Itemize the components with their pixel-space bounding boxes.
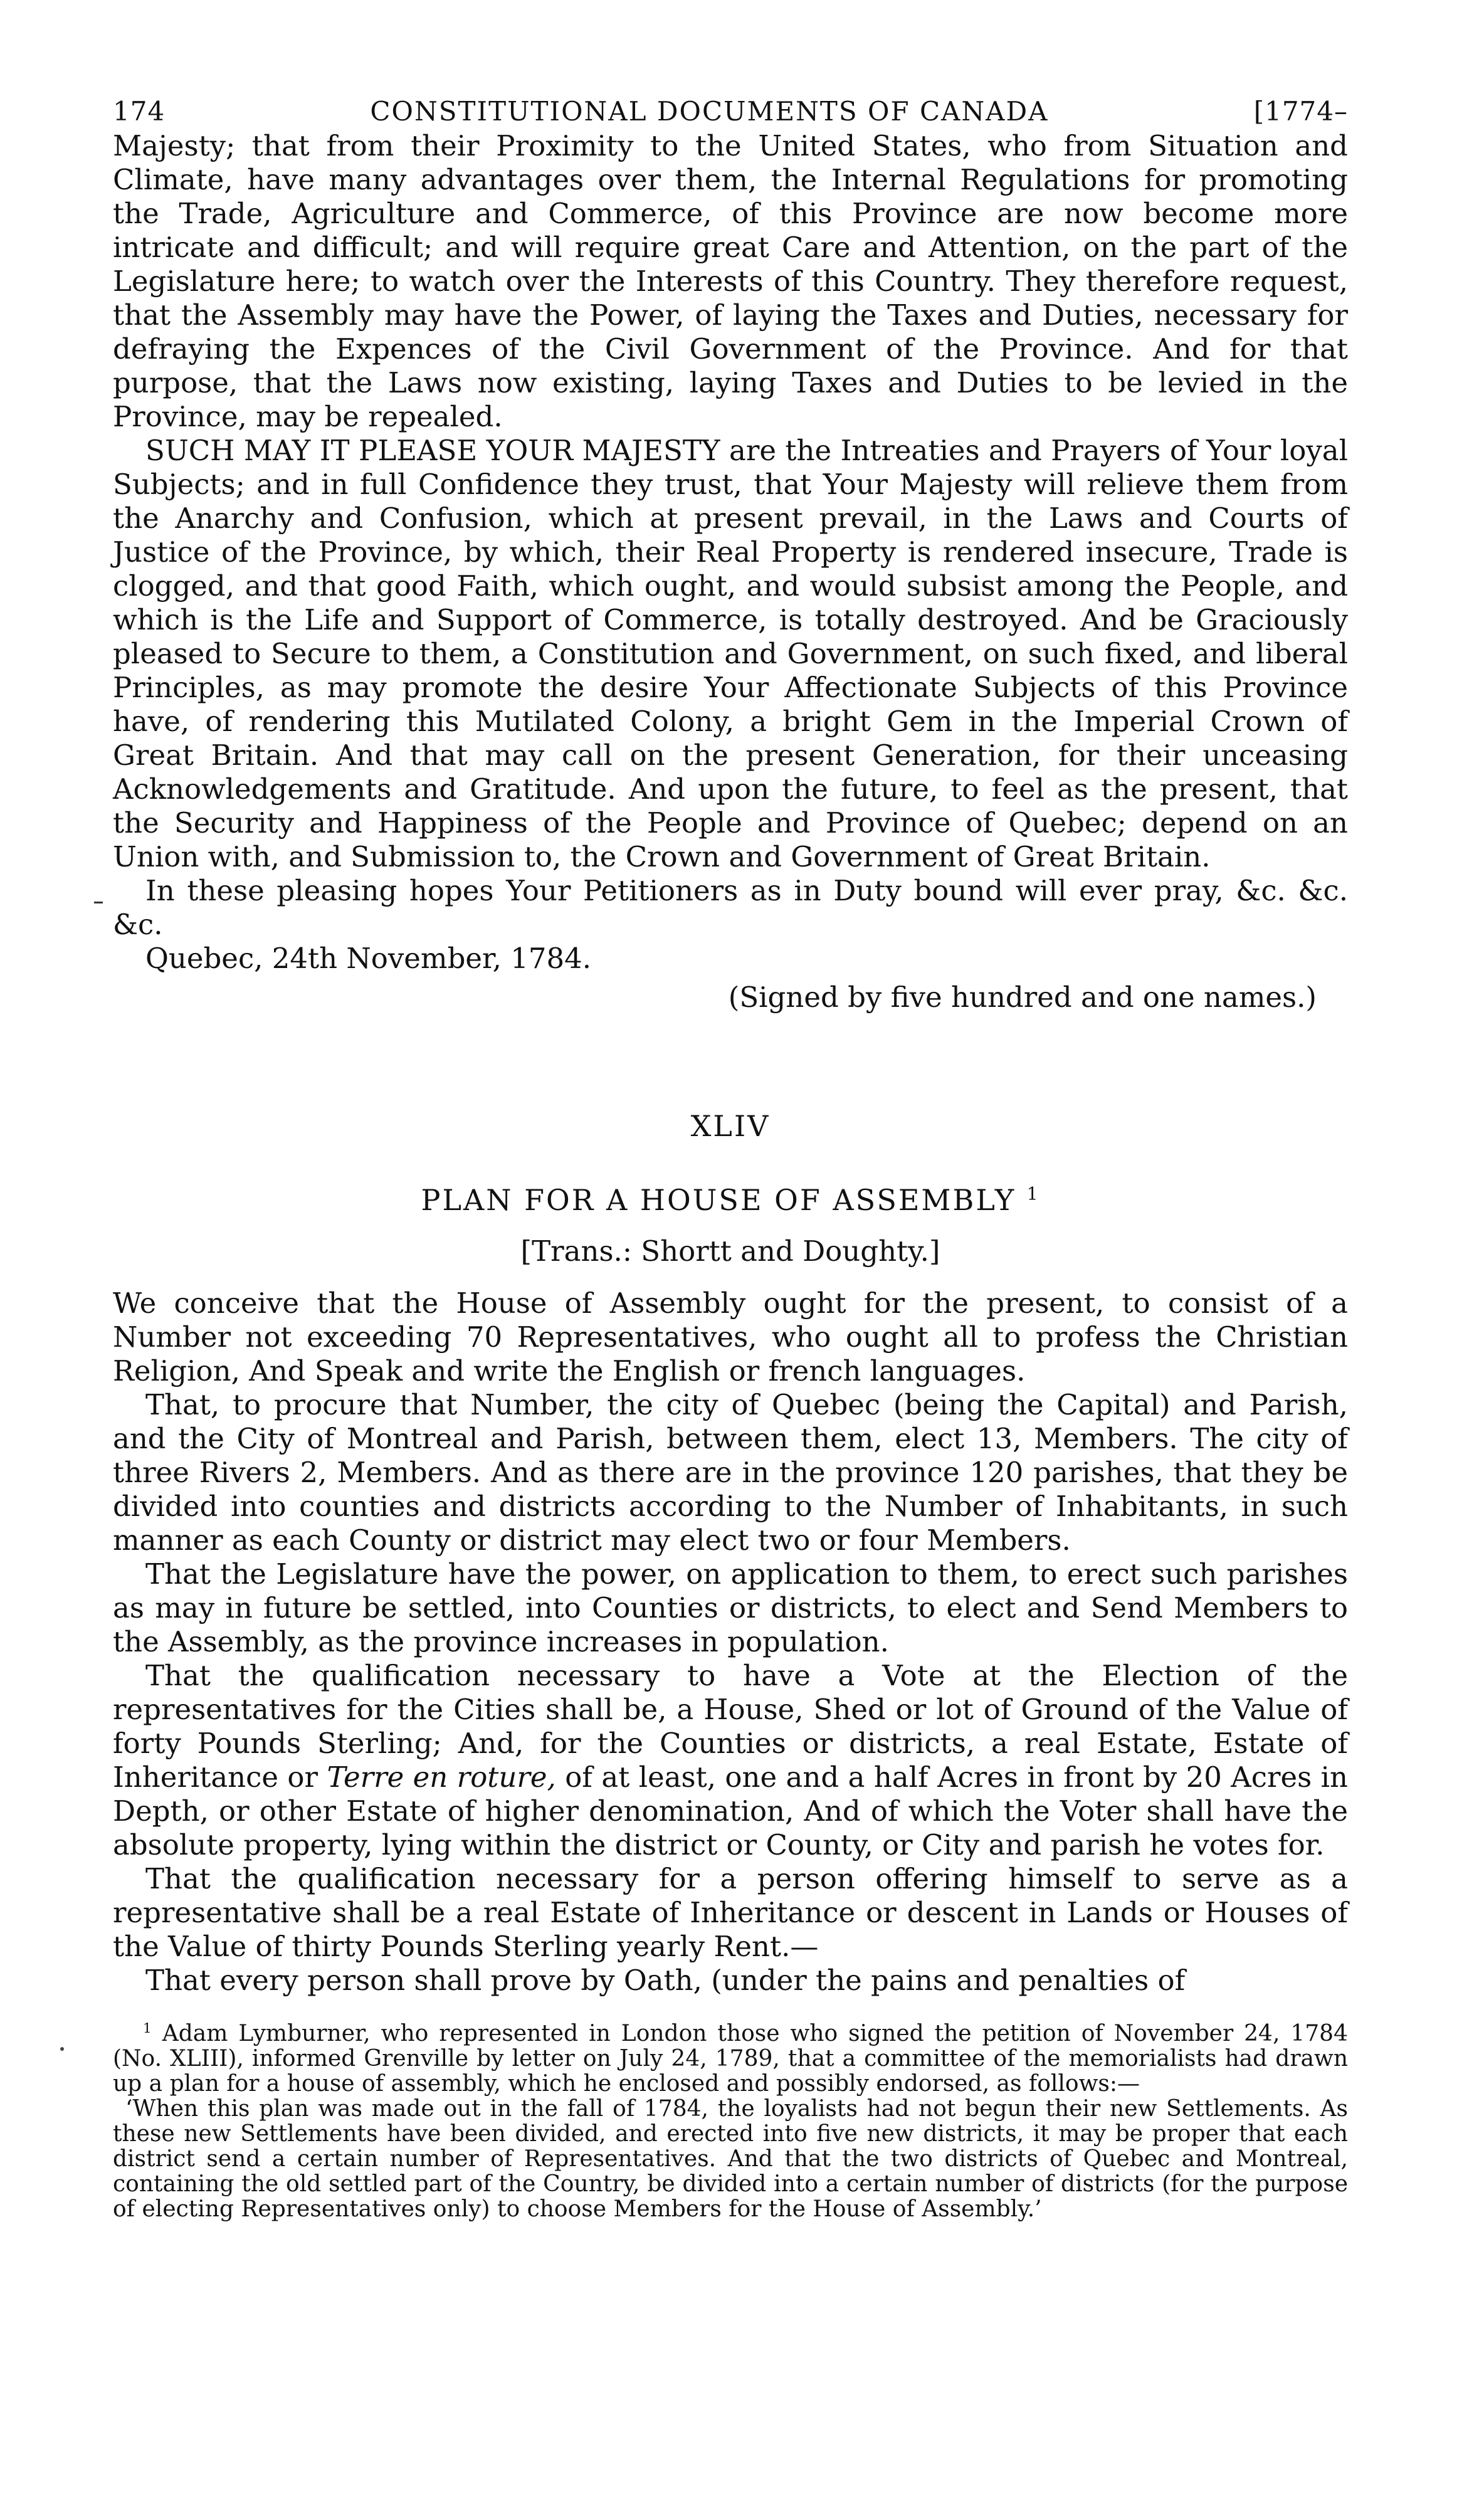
section-number: XLIV: [690, 1109, 771, 1143]
translation-note: [Trans.: Shortt and Doughty.]: [520, 1235, 940, 1268]
plan-text: That the qualification necessary to have a Vote at the Election of the representatives for the Cities shall be, a House, Shed or lot of Ground of the Value of forty Pounds Sterling; And, for the Counties or districts, a real Estate, Estate of Inheritance or: [113, 1659, 1348, 1794]
plan-paragraph: [113, 1659, 1348, 1862]
page: [113, 94, 1348, 2222]
plan-body: [113, 1287, 1348, 1998]
petition-paragraph: SUCH MAY IT PLEASE YOUR MAJESTY are the Intreaties and Prayers of Your loyal Subjects; and in full Confidence they trust, that Your Majesty will relieve them from the Anarchy and Confusion, which at present prevail, in the Laws and Courts of Justice of the Province, by which, their Real Property is rendered insecure, Trade is clogged, and that good Faith, which ought, and would subsist among the People, and which is the Life and Support of Commerce, is totally destroyed. And be Graciously pleased to Secure to them, a Constitution and Government, on such fixed, and liberal Principles, as may promote the desire Your Affectionate Subjects of this Province have, of rendering this Mutilated Colony, a bright Gem in the Imperial Crown of Great Britain. And that may call on the present Generation, for their unceasing Acknowledgements and Gratitude. And upon the future, to feel as the present, that the Security and Happiness of the People and Province of Quebec; depend on an Union with, and Submission to, the Crown and Government of Great Britain.: [113, 434, 1348, 873]
petition-place-date: Quebec, 24th November, 1784.: [145, 942, 592, 975]
plan-paragraph: We conceive that the House of Assembly ought for the present, to consist of a Number not exceeding 70 Representatives, who ought all to profess the Christian Religion, And Speak and write the English or french languages.: [113, 1287, 1348, 1387]
footnote-quote: ‘When this plan was made out in the fall of 1784, the loyalists had not begun their new Settlements. As these new Settlements have been divided, and erected into five new districts, it may be proper that each district send a certain number of Representatives. And that the two districts of Quebec and Montreal, containing the old settled part of the Country, be divided into a certain number of districts (for the purpose of electing Representatives only) to choose Members for the House of Assembly.’: [113, 2096, 1348, 2222]
footnotes: [113, 2021, 1348, 2222]
page-number: 174: [113, 96, 166, 127]
plan-text: of at least, one and a half Acres in front by 20 Acres in Depth, or other Estate of higher denomination, And of which the Voter shall have the absolute property, lying within the district or County, or City and parish he votes for.: [113, 1761, 1348, 1861]
petition-paragraph: Majesty; that from their Proximity to the United States, who from Situation and Climate, have many advantages over them, the Internal Regulations for promoting the Trade, Agriculture and Commerce, of this Province are now become more intricate and difficult; and will require great Care and Attention, on the part of the Legislature here; to watch over the Interests of this Country. They therefore request, that the Assembly may have the Power, of laying the Taxes and Duties, necessary for defraying the Expences of the Civil Government of the Province. And for that purpose, that the Laws now existing, laying Taxes and Duties to be levied in the Province, may be repealed.: [113, 129, 1348, 433]
footnote-marker: 1: [143, 2021, 152, 2036]
section-title: [113, 1182, 1348, 1218]
plan-paragraph: That the qualification necessary for a person offering himself to serve as a representative shall be a real Estate of Inheritance or descent in Lands or Houses of the Value of thirty Pounds Sterling yearly Rent.—: [113, 1862, 1348, 1963]
section-title-text: PLAN FOR A HOUSE OF ASSEMBLY: [421, 1183, 1016, 1217]
margin-mark: [94, 902, 103, 903]
footnote: [113, 2021, 1348, 2097]
footnote-text: Adam Lymburner, who represented in London those who signed the petition of November 24, 1784 (No. XLIII), informed Grenville by letter on July 24, 1789, that a committee of the memorialists had drawn up a plan for a house of assembly, which he enclosed and possibly endorsed, as follows:—: [113, 2021, 1348, 2097]
footnote-reference: 1: [1026, 1183, 1040, 1204]
margin-dot: [60, 2047, 64, 2051]
petition-paragraph: In these pleasing hopes Your Petitioners as in Duty bound will ever pray, &c. &c. &c.: [113, 874, 1348, 941]
plan-paragraph: That the Legislature have the power, on application to them, to erect such parishes as may in future be settled, into Counties or districts, to elect and Send Members to the Assembly, as the province increases in population.: [113, 1557, 1348, 1658]
plan-paragraph: That, to procure that Number, the city of Quebec (being the Capital) and Parish, and the City of Montreal and Parish, between them, elect 13, Members. The city of three Rivers 2, Members. And as there are in the province 120 parishes, that they be divided into counties and districts according to the Number of Inhabitants, in such manner as each County or district may elect two or four Members.: [113, 1388, 1348, 1557]
petition-signatures: (Signed by five hundred and one names.): [728, 981, 1317, 1014]
plan-paragraph: That every person shall prove by Oath, (under the pains and penalties of: [145, 1964, 1186, 1997]
running-head: [113, 94, 1348, 129]
plan-italic-term: Terre en roture,: [327, 1761, 556, 1794]
running-head-title: CONSTITUTIONAL DOCUMENTS OF CANADA: [370, 96, 1049, 127]
running-head-year: [1774–: [1253, 96, 1348, 127]
